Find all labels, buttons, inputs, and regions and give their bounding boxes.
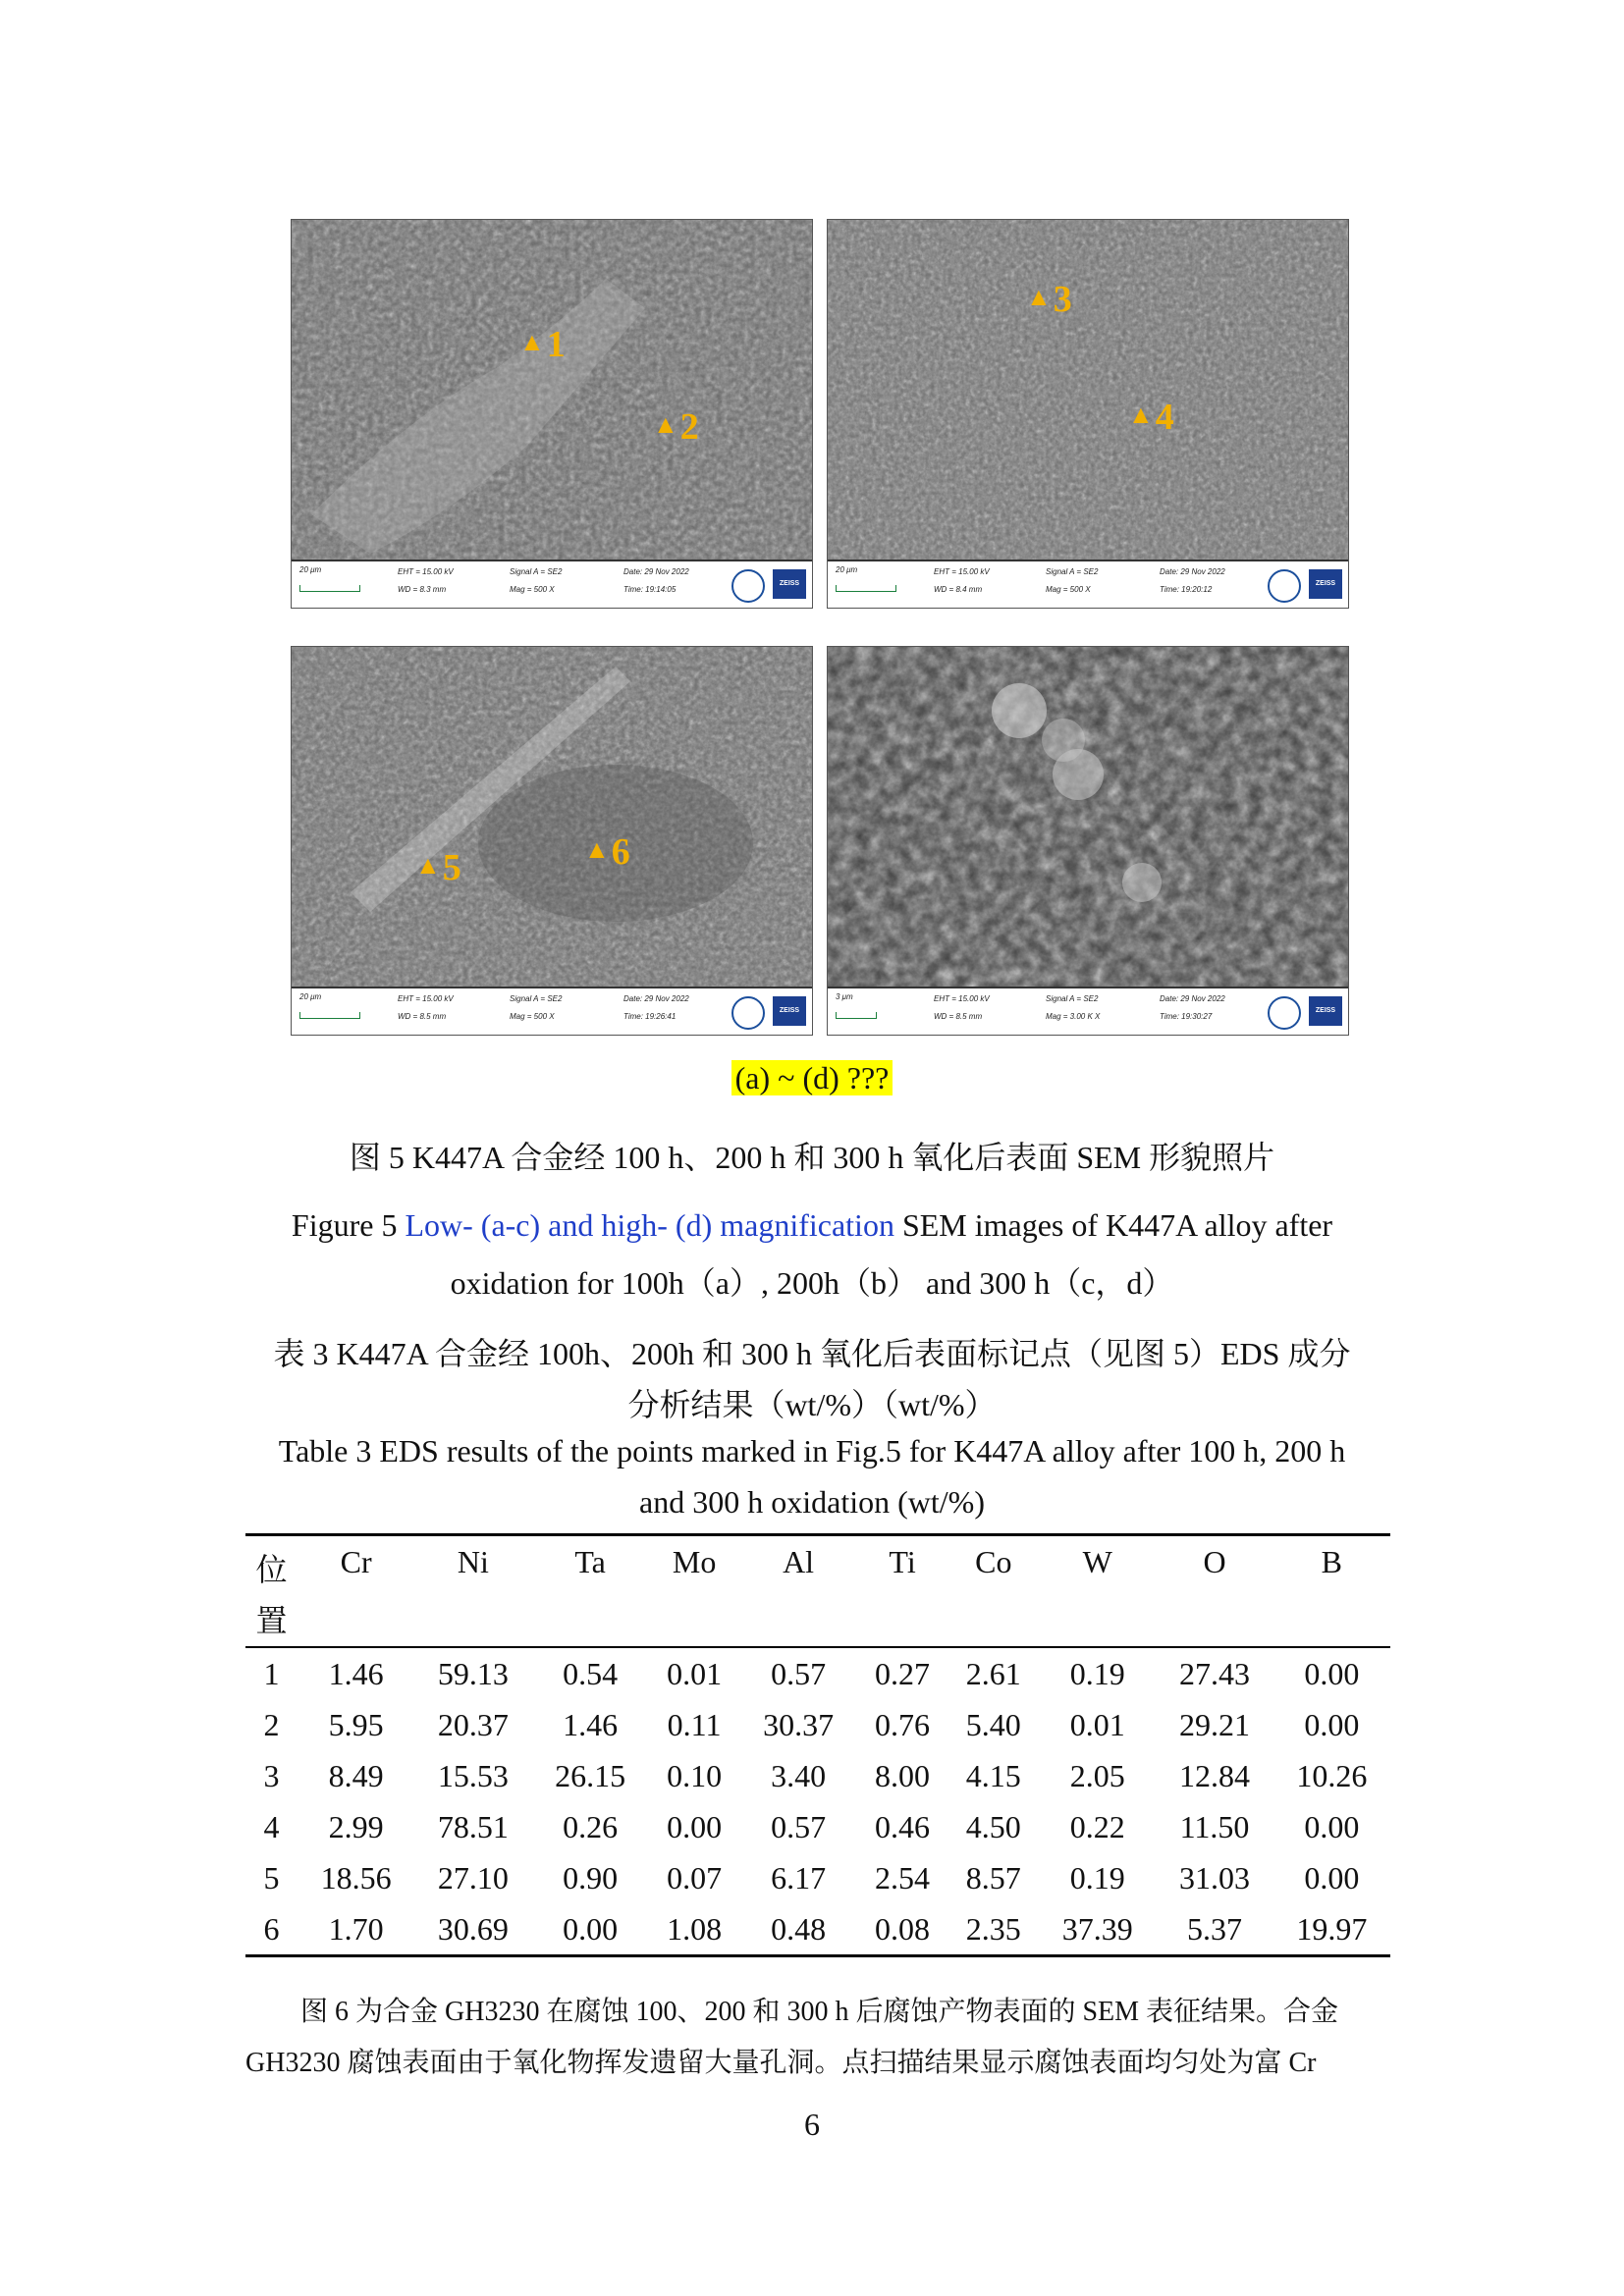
table-cell: 27.43 (1179, 1655, 1250, 1691)
table-cell: 0.54 (563, 1655, 619, 1691)
marker-point-5: ▲5 (415, 847, 461, 888)
table-cell: 8.00 (875, 1757, 931, 1793)
table-row (245, 1699, 1390, 1750)
table-cell: 0.57 (771, 1808, 827, 1844)
table-cell: 0.00 (1304, 1808, 1360, 1844)
table-cell: 10.26 (1296, 1757, 1368, 1793)
figure-caption-en-line1 (0, 1207, 1624, 1244)
header-w: W (1082, 1544, 1112, 1579)
table-cell: 0.00 (1304, 1655, 1360, 1691)
header-al: Al (783, 1544, 815, 1579)
sem-image-c (291, 646, 813, 1036)
table-cell: 0.46 (875, 1808, 931, 1844)
paragraph-line-1: 图 6 为合金 GH3230 在腐蚀 100、200 和 300 h 后腐蚀产物表面的 SEM 表征结果。合金 (300, 1997, 1339, 2027)
table-cell: 19.97 (1296, 1910, 1368, 1947)
table-cell: 5.37 (1187, 1910, 1242, 1947)
subfigure-caption (0, 1060, 1624, 1096)
table-cell: 20.37 (437, 1706, 509, 1742)
table-cell: 0.01 (667, 1655, 723, 1691)
scale-bar (299, 585, 360, 592)
table-cell: 31.03 (1179, 1859, 1250, 1896)
table-cell: 29.21 (1179, 1706, 1250, 1742)
paragraph-line-2: GH3230 腐蚀表面由于氧化物挥发遗留大量孔洞。点扫描结果显示腐蚀表面均匀处为富 Cr (245, 2048, 1317, 2078)
table-cell: 18.56 (320, 1859, 392, 1896)
time-label: Time: 19:30:27 (1160, 1012, 1213, 1021)
table-cell: 1.08 (667, 1910, 723, 1947)
table-cell: 0.19 (1069, 1859, 1125, 1896)
scale-label: 20 μm (299, 992, 322, 1001)
table-cell: 0.57 (771, 1655, 827, 1691)
page-number: 6 (804, 2107, 820, 2142)
sem-texture-c (292, 647, 812, 988)
mag-label: Mag = 500 X (510, 1012, 555, 1021)
eht-label: EHT = 15.00 kV (934, 567, 990, 576)
table-cell: 5 (263, 1859, 280, 1896)
sem-texture-d (828, 647, 1348, 988)
scale-label: 3 μm (836, 992, 853, 1001)
subfigure-caption-text: (a) ~ (d) ??? (731, 1060, 893, 1095)
signal-label: Signal A = SE2 (1046, 994, 1099, 1003)
table-cell: 0.10 (667, 1757, 723, 1793)
table-cell: 8.57 (965, 1859, 1021, 1896)
table-cell: 1.70 (328, 1910, 384, 1947)
signal-label: Signal A = SE2 (1046, 567, 1099, 576)
zeiss-logo-icon: ZEISS (773, 996, 806, 1026)
marker-point-3: ▲3 (1026, 279, 1072, 320)
marker-point-1: ▲1 (519, 324, 566, 365)
table-cell: 0.22 (1069, 1808, 1125, 1844)
table-cell: 11.50 (1179, 1808, 1250, 1844)
table-cell: 26.15 (555, 1757, 626, 1793)
mag-label: Mag = 500 X (1046, 585, 1091, 594)
table-cell: 2.61 (965, 1655, 1021, 1691)
table-cell: 1.46 (328, 1655, 384, 1691)
table-cell: 0.07 (667, 1859, 723, 1896)
sem-image-a (291, 219, 813, 609)
table-cell: 3 (263, 1757, 280, 1793)
signal-label: Signal A = SE2 (510, 567, 563, 576)
date-label: Date: 29 Nov 2022 (623, 567, 689, 576)
sem-texture-b (828, 220, 1348, 561)
table-cell: 4.50 (965, 1808, 1021, 1844)
table-cell: 2.99 (328, 1808, 384, 1844)
table-header-row (245, 1535, 1390, 1648)
figure-caption-en-line2: oxidation for 100h（a）, 200h（b） and 300 h（c，d） (450, 1265, 1174, 1301)
header-cr: Cr (340, 1544, 372, 1579)
scale-label: 20 μm (299, 565, 322, 574)
table-row (245, 1903, 1390, 1956)
sem-info-bar-b (828, 560, 1348, 608)
table-row (245, 1801, 1390, 1852)
body-paragraph (245, 1987, 1390, 2089)
table-cell: 4.15 (965, 1757, 1021, 1793)
table-cell: 0.48 (771, 1910, 827, 1947)
table-cell: 0.00 (1304, 1859, 1360, 1896)
table-cell: 0.00 (667, 1808, 723, 1844)
wd-label: WD = 8.3 mm (398, 585, 447, 594)
time-label: Time: 19:20:12 (1160, 585, 1213, 594)
scale-bar (299, 1012, 360, 1019)
table-caption-cn-line2: 分析结果（wt/%）（wt/%） (627, 1387, 997, 1422)
table-cell: 0.08 (875, 1910, 931, 1947)
table-cell: 2.54 (875, 1859, 931, 1896)
date-label: Date: 29 Nov 2022 (1160, 567, 1225, 576)
table-cell: 0.01 (1069, 1706, 1125, 1742)
zeiss-logo-icon: ZEISS (1309, 569, 1342, 599)
table-cell: 1.46 (563, 1706, 619, 1742)
eds-results-table (245, 1533, 1390, 1957)
table-row (245, 1852, 1390, 1903)
sem-texture-a (292, 220, 812, 561)
table-cell: 27.10 (437, 1859, 509, 1896)
marker-point-6: ▲6 (584, 831, 630, 873)
mag-label: Mag = 500 X (510, 585, 555, 594)
table-cell: 4 (263, 1808, 280, 1844)
zeiss-logo-icon: ZEISS (1309, 996, 1342, 1026)
time-label: Time: 19:14:05 (623, 585, 677, 594)
sem-image-d (827, 646, 1349, 1036)
eht-label: EHT = 15.00 kV (934, 994, 990, 1003)
table-cell: 0.27 (875, 1655, 931, 1691)
figure-caption-prefix: Figure 5 (291, 1207, 406, 1243)
header-ti: Ti (889, 1544, 916, 1579)
zeiss-logo-icon: ZEISS (773, 569, 806, 599)
eht-label: EHT = 15.00 kV (398, 994, 454, 1003)
date-label: Date: 29 Nov 2022 (1160, 994, 1225, 1003)
signal-label: Signal A = SE2 (510, 994, 563, 1003)
table-cell: 5.40 (965, 1706, 1021, 1742)
table-row (245, 1750, 1390, 1801)
institution-logo-icon (731, 996, 765, 1030)
table-cell: 2.05 (1069, 1757, 1125, 1793)
table-cell: 30.37 (763, 1706, 835, 1742)
header-ta: Ta (574, 1544, 606, 1579)
table-cell: 1 (263, 1655, 280, 1691)
eht-label: EHT = 15.00 kV (398, 567, 454, 576)
table-cell: 6.17 (771, 1859, 827, 1896)
table-cell: 0.90 (563, 1859, 619, 1896)
header-position: 位 置 (255, 1552, 288, 1638)
table-row (245, 1647, 1390, 1699)
scale-bar (836, 1012, 877, 1019)
table-caption-en-line2: and 300 h oxidation (wt/%) (639, 1484, 985, 1520)
marker-point-2: ▲2 (653, 406, 699, 448)
scale-label: 20 μm (836, 565, 858, 574)
table-cell: 3.40 (771, 1757, 827, 1793)
table-cell: 78.51 (437, 1808, 509, 1844)
table-cell: 37.39 (1061, 1910, 1133, 1947)
table-cell: 0.00 (1304, 1706, 1360, 1742)
date-label: Date: 29 Nov 2022 (623, 994, 689, 1003)
table-cell: 15.53 (437, 1757, 509, 1793)
table-cell: 6 (263, 1910, 280, 1947)
table-cell: 0.26 (563, 1808, 619, 1844)
wd-label: WD = 8.5 mm (934, 1012, 983, 1021)
table-caption-cn-line1: 表 3 K447A 合金经 100h、200h 和 300 h 氧化后表面标记点（见图 5）EDS 成分 (273, 1336, 1351, 1371)
header-ni: Ni (457, 1544, 489, 1579)
table-cell: 0.19 (1069, 1655, 1125, 1691)
figure-caption-rest: SEM images of K447A alloy after (893, 1207, 1333, 1243)
marker-point-4: ▲4 (1128, 397, 1174, 438)
institution-logo-icon (1268, 996, 1301, 1030)
mag-label: Mag = 3.00 K X (1046, 1012, 1101, 1021)
header-b: B (1321, 1544, 1342, 1579)
table-cell: 0.11 (667, 1706, 722, 1742)
header-co: Co (975, 1544, 1012, 1579)
wd-label: WD = 8.5 mm (398, 1012, 447, 1021)
time-label: Time: 19:26:41 (623, 1012, 677, 1021)
sem-info-bar-a (292, 560, 812, 608)
header-mo: Mo (672, 1544, 717, 1579)
table-caption-en-line1: Table 3 EDS results of the points marked in Fig.5 for K447A alloy after 100 h, 200 h (278, 1433, 1346, 1468)
table-cell: 0.76 (875, 1706, 931, 1742)
header-o: O (1203, 1544, 1226, 1579)
table-cell: 12.84 (1179, 1757, 1250, 1793)
sem-image-b (827, 219, 1349, 609)
table-cell: 2 (263, 1706, 280, 1742)
scale-bar (836, 585, 896, 592)
institution-logo-icon (1268, 569, 1301, 603)
table-cell: 5.95 (328, 1706, 384, 1742)
table-cell: 30.69 (437, 1910, 509, 1947)
figure-caption-highlight: Low- (a-c) and high- (d) magnification (405, 1207, 894, 1243)
table-cell: 0.00 (563, 1910, 619, 1947)
sem-info-bar-d (828, 987, 1348, 1035)
institution-logo-icon (731, 569, 765, 603)
table-cell: 2.35 (965, 1910, 1021, 1947)
wd-label: WD = 8.4 mm (934, 585, 983, 594)
table-cell: 8.49 (328, 1757, 384, 1793)
figure-caption-cn: 图 5 K447A 合金经 100 h、200 h 和 300 h 氧化后表面 SEM 形貌照片 (349, 1140, 1275, 1175)
table-cell: 59.13 (437, 1655, 509, 1691)
sem-info-bar-c (292, 987, 812, 1035)
